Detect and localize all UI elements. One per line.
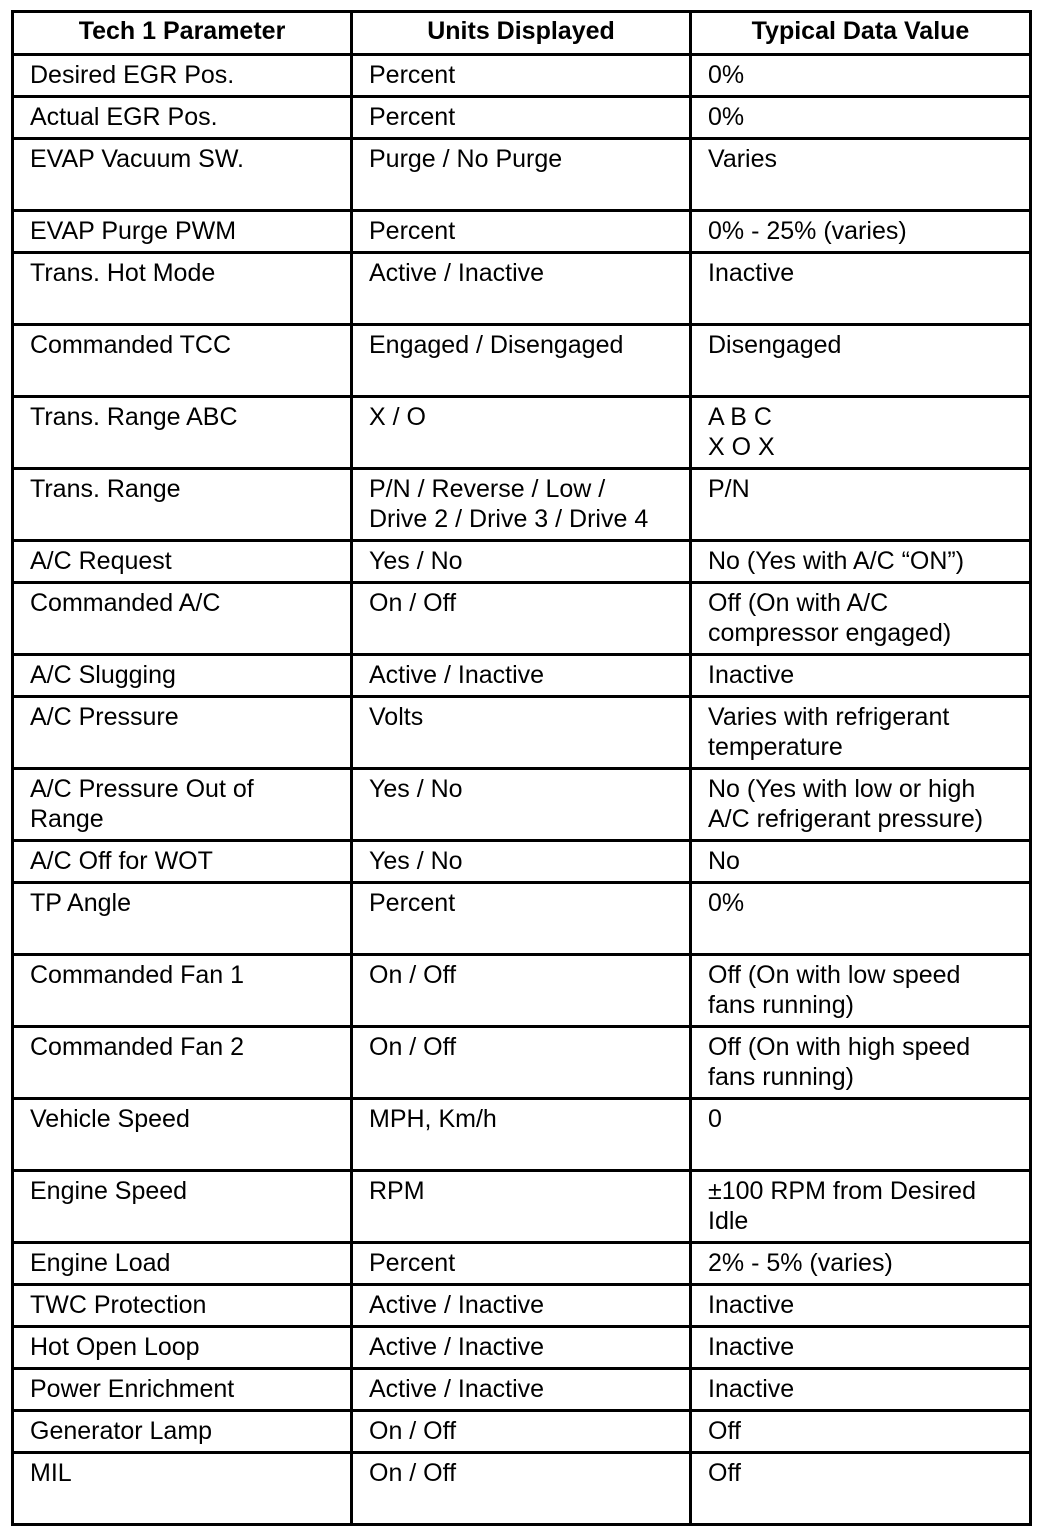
parameter-cell: Power Enrichment (13, 1369, 352, 1411)
table-row (13, 841, 1031, 883)
units-cell: Percent (352, 97, 691, 139)
table-row (13, 697, 1031, 769)
header-parameter: Tech 1 Parameter (13, 12, 352, 55)
parameter-cell: Commanded TCC (13, 325, 352, 397)
table-row (13, 139, 1031, 211)
parameter-cell: Hot Open Loop (13, 1327, 352, 1369)
table-row (13, 1027, 1031, 1099)
units-cell: Active / Inactive (352, 655, 691, 697)
parameter-cell: Engine Speed (13, 1171, 352, 1243)
parameter-cell: A/C Pressure Out of Range (13, 769, 352, 841)
parameter-cell: Generator Lamp (13, 1411, 352, 1453)
units-cell: Percent (352, 1243, 691, 1285)
tech1-data-table (11, 10, 1032, 1526)
value-cell: Varies (691, 139, 1031, 211)
units-cell: On / Off (352, 955, 691, 1027)
parameter-cell: A/C Slugging (13, 655, 352, 697)
table-row (13, 1327, 1031, 1369)
units-cell: Engaged / Disengaged (352, 325, 691, 397)
parameter-cell: EVAP Vacuum SW. (13, 139, 352, 211)
value-cell: 0% (691, 97, 1031, 139)
table-row (13, 583, 1031, 655)
parameter-cell: Trans. Hot Mode (13, 253, 352, 325)
parameter-cell: Commanded Fan 2 (13, 1027, 352, 1099)
table-row (13, 1171, 1031, 1243)
table-row (13, 1099, 1031, 1171)
units-cell: Percent (352, 211, 691, 253)
header-units: Units Displayed (352, 12, 691, 55)
units-cell: X / O (352, 397, 691, 469)
parameter-cell: Engine Load (13, 1243, 352, 1285)
units-cell: Active / Inactive (352, 253, 691, 325)
value-cell: Off (691, 1453, 1031, 1525)
value-cell: No (691, 841, 1031, 883)
units-cell: On / Off (352, 1027, 691, 1099)
units-cell: On / Off (352, 1411, 691, 1453)
units-cell: P/N / Reverse / Low / Drive 2 / Drive 3 / Drive 4 (352, 469, 691, 541)
value-cell: ±100 RPM from Desired Idle (691, 1171, 1031, 1243)
units-cell: Volts (352, 697, 691, 769)
table-row (13, 325, 1031, 397)
units-cell: Yes / No (352, 541, 691, 583)
units-cell: Active / Inactive (352, 1327, 691, 1369)
value-cell: Off (On with A/C compressor engaged) (691, 583, 1031, 655)
value-cell: A B C X O X (691, 397, 1031, 469)
table-row (13, 397, 1031, 469)
parameter-cell: EVAP Purge PWM (13, 211, 352, 253)
units-cell: Active / Inactive (352, 1285, 691, 1327)
table-row (13, 469, 1031, 541)
table-row (13, 1411, 1031, 1453)
value-cell: Off (691, 1411, 1031, 1453)
units-cell: Active / Inactive (352, 1369, 691, 1411)
value-cell: 0% - 25% (varies) (691, 211, 1031, 253)
value-cell: P/N (691, 469, 1031, 541)
parameter-cell: TWC Protection (13, 1285, 352, 1327)
table-row (13, 1285, 1031, 1327)
value-cell: 0 (691, 1099, 1031, 1171)
value-cell: Off (On with low speed fans running) (691, 955, 1031, 1027)
units-cell: Percent (352, 883, 691, 955)
units-cell: MPH, Km/h (352, 1099, 691, 1171)
value-cell: 2% - 5% (varies) (691, 1243, 1031, 1285)
parameter-cell: A/C Off for WOT (13, 841, 352, 883)
value-cell: Inactive (691, 253, 1031, 325)
table-row (13, 253, 1031, 325)
table-row (13, 769, 1031, 841)
value-cell: No (Yes with A/C “ON”) (691, 541, 1031, 583)
table-row (13, 1243, 1031, 1285)
value-cell: Varies with refrigerant temperature (691, 697, 1031, 769)
header-typical-value: Typical Data Value (691, 12, 1031, 55)
units-cell: Yes / No (352, 769, 691, 841)
table-row (13, 1369, 1031, 1411)
parameter-cell: Trans. Range ABC (13, 397, 352, 469)
value-cell: Inactive (691, 655, 1031, 697)
value-cell: 0% (691, 883, 1031, 955)
table-row (13, 955, 1031, 1027)
units-cell: Purge / No Purge (352, 139, 691, 211)
parameter-cell: TP Angle (13, 883, 352, 955)
table-row (13, 541, 1031, 583)
value-cell: Inactive (691, 1327, 1031, 1369)
table-row (13, 655, 1031, 697)
parameter-cell: A/C Pressure (13, 697, 352, 769)
units-cell: Percent (352, 55, 691, 97)
units-cell: On / Off (352, 583, 691, 655)
parameter-cell: Trans. Range (13, 469, 352, 541)
table-row (13, 883, 1031, 955)
parameter-cell: MIL (13, 1453, 352, 1525)
value-cell: No (Yes with low or high A/C refrigerant pressure) (691, 769, 1031, 841)
parameter-cell: Desired EGR Pos. (13, 55, 352, 97)
value-cell: Off (On with high speed fans running) (691, 1027, 1031, 1099)
value-cell: Inactive (691, 1285, 1031, 1327)
value-cell: 0% (691, 55, 1031, 97)
parameter-cell: Vehicle Speed (13, 1099, 352, 1171)
units-cell: On / Off (352, 1453, 691, 1525)
table-row (13, 211, 1031, 253)
table-row (13, 97, 1031, 139)
units-cell: Yes / No (352, 841, 691, 883)
table-row (13, 1453, 1031, 1525)
parameter-cell: A/C Request (13, 541, 352, 583)
parameter-cell: Actual EGR Pos. (13, 97, 352, 139)
parameter-cell: Commanded A/C (13, 583, 352, 655)
table-row (13, 55, 1031, 97)
value-cell: Disengaged (691, 325, 1031, 397)
value-cell: Inactive (691, 1369, 1031, 1411)
parameter-cell: Commanded Fan 1 (13, 955, 352, 1027)
units-cell: RPM (352, 1171, 691, 1243)
table-header-row (13, 12, 1031, 55)
